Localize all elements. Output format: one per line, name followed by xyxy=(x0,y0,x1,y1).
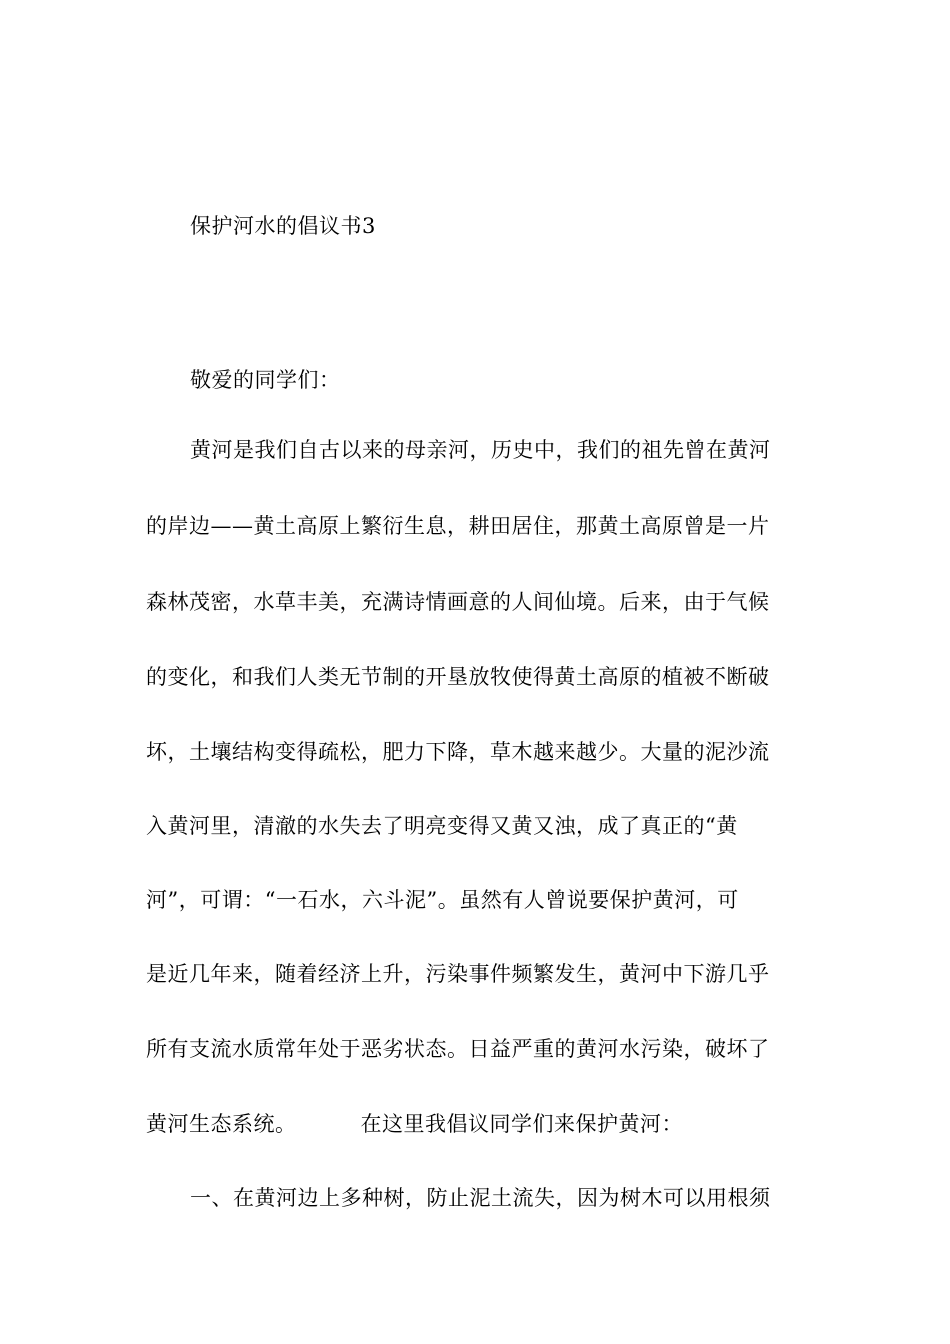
body-line: 的岸边——黄土高原上繁衍生息，耕田居住，那黄土高原曾是一片 xyxy=(146,514,770,538)
paragraph-end-text: 黄河生态系统。 xyxy=(146,1112,297,1136)
body-line-last xyxy=(146,1110,826,1138)
body-line: 是近几年来，随着经济上升，污染事件频繁发生，黄河中下游几乎 xyxy=(146,962,770,986)
body-line: 黄河是我们自古以来的母亲河，历史中，我们的祖先曾在黄河 xyxy=(190,438,771,462)
proposal-intro-text: 在这里我倡议同学们来保护黄河： xyxy=(360,1112,683,1136)
body-line: 入黄河里，清澈的水失去了明亮变得又黄又浊，成了真正的“黄 xyxy=(146,814,738,838)
salutation: 敬爱的同学们： xyxy=(190,368,341,392)
proposal-item-one: 一、在黄河边上多种树，防止泥土流失，因为树木可以用根须 xyxy=(190,1186,771,1210)
body-line: 森林茂密，水草丰美，充满诗情画意的人间仙境。后来，由于气候 xyxy=(146,590,770,614)
body-line: 的变化，和我们人类无节制的开垦放牧使得黄土高原的植被不断破 xyxy=(146,665,770,689)
body-line: 所有支流水质常年处于恶劣状态。日益严重的黄河水污染，破坏了 xyxy=(146,1037,770,1061)
body-line: 坏，土壤结构变得疏松，肥力下降，草木越来越少。大量的泥沙流 xyxy=(146,740,770,764)
body-line: 河”，可谓：“一石水，六斗泥”。虽然有人曾说要保护黄河，可 xyxy=(146,888,739,912)
document-title: 保护河水的倡议书3 xyxy=(190,214,376,238)
